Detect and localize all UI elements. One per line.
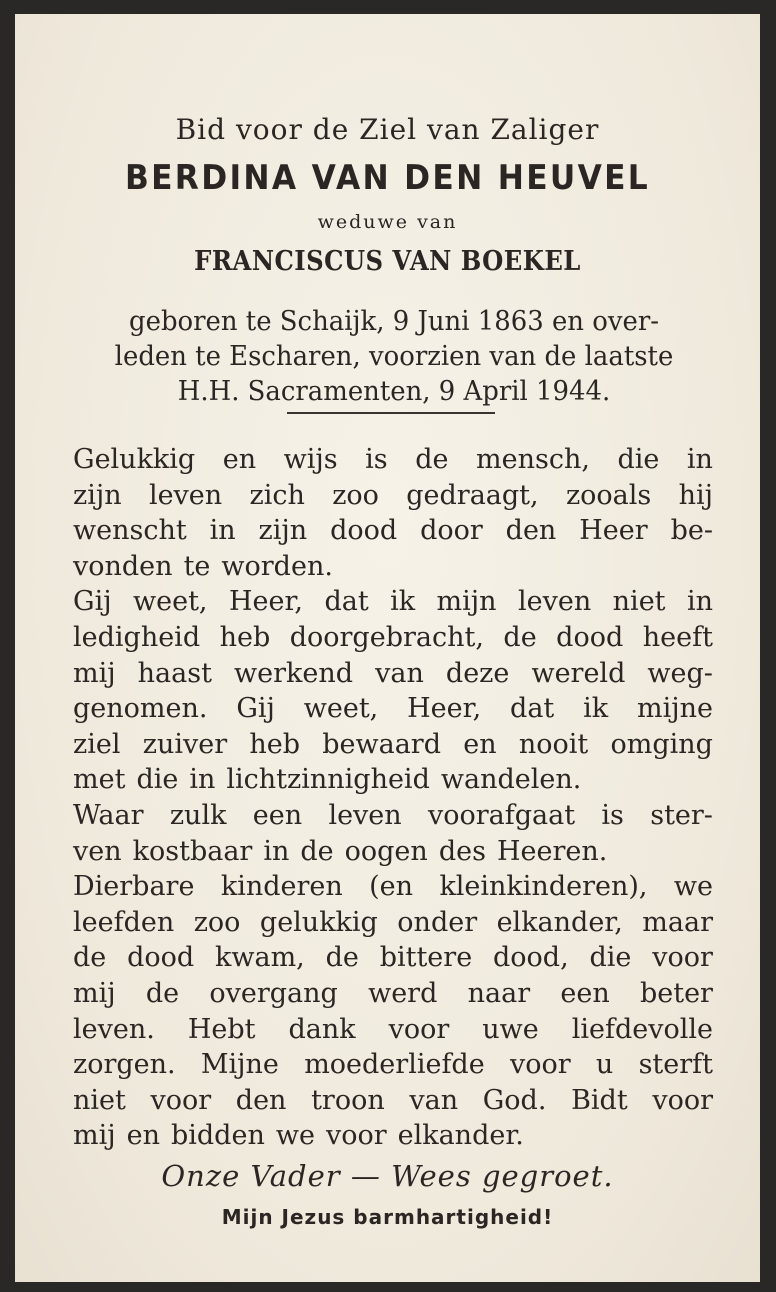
word: werkend	[234, 657, 354, 689]
word: in	[263, 835, 290, 867]
word: niet	[73, 1084, 126, 1116]
word: worden.	[221, 550, 333, 582]
word: we	[275, 1120, 315, 1152]
text-line	[73, 1083, 713, 1119]
word: een	[252, 799, 303, 831]
word: leven	[328, 799, 402, 831]
word: leefden	[73, 906, 175, 938]
word: zich	[249, 479, 305, 511]
card-paper	[15, 14, 760, 1282]
word: voor	[509, 1049, 571, 1081]
word: leven	[148, 479, 223, 511]
word: weg-	[647, 657, 713, 689]
word: hij	[678, 479, 713, 511]
word: voor	[388, 1013, 450, 1045]
word: kleinkinderen),	[439, 871, 648, 903]
text-line	[73, 442, 713, 478]
details-line: geboren te Schaijk, 9 Juni 1863 en over-	[129, 306, 659, 337]
word: door	[420, 515, 483, 547]
text-line	[73, 1047, 713, 1083]
word: voor	[652, 1084, 713, 1116]
word: kwam,	[215, 942, 305, 974]
word: de	[325, 942, 359, 974]
word: mensch,	[476, 444, 590, 475]
word: die	[617, 444, 660, 475]
word: gelukkig	[259, 906, 378, 938]
word: die	[589, 942, 632, 974]
word: God.	[482, 1084, 547, 1116]
word: wandelen.	[440, 764, 582, 796]
word: niet	[612, 586, 666, 618]
word: genomen.	[73, 693, 208, 725]
card-heading	[15, 108, 760, 284]
prayer-line: Onze Vader — Wees gegroet.	[161, 1159, 614, 1193]
word: elkander,	[496, 906, 623, 938]
word: bidden	[170, 1120, 265, 1152]
word: van	[409, 1084, 459, 1116]
word: be-	[670, 515, 713, 547]
word: voorafgaat	[428, 799, 576, 831]
word: bewaard	[322, 728, 441, 760]
word: zoo	[193, 906, 241, 938]
word: Heer,	[407, 693, 482, 725]
word: Gij	[73, 586, 112, 618]
word: mij	[73, 1120, 116, 1152]
word: van	[375, 657, 424, 689]
details-line: H.H. Sacramenten, 9 April 1944.	[177, 376, 611, 407]
text-line	[73, 1118, 713, 1154]
deceased-name: BERDINA VAN DEN HEUVEL	[124, 158, 651, 198]
text-line	[73, 656, 713, 692]
text-line	[73, 940, 713, 976]
word: in	[209, 515, 236, 547]
text-line	[73, 798, 713, 834]
word: naar	[467, 977, 531, 1009]
word: wereld	[531, 657, 626, 689]
word: moederliefde	[304, 1049, 485, 1081]
word: de	[73, 942, 107, 974]
word: (en	[369, 871, 414, 903]
details-line: leden te Escharen, voorzien van de laatste	[114, 341, 674, 372]
word: deze	[445, 657, 510, 689]
word: troon	[311, 1084, 385, 1116]
word: dood	[330, 515, 398, 547]
word: en	[222, 444, 257, 475]
word: kostbaar	[132, 835, 253, 867]
word: wijs	[283, 444, 338, 475]
word: vonden	[73, 550, 173, 582]
word: gedraagt,	[406, 479, 539, 511]
word: te	[183, 550, 211, 582]
memorial-text	[73, 442, 713, 1154]
word: en	[463, 728, 497, 760]
word: u	[595, 1049, 614, 1081]
word: zoo	[332, 479, 379, 511]
birth-death-details	[73, 304, 715, 409]
word: ziel	[73, 728, 121, 760]
word: werd	[368, 977, 438, 1009]
word: leven	[517, 586, 592, 618]
word: dat	[324, 586, 369, 618]
word: Waar	[73, 799, 144, 831]
word: overgang	[209, 977, 338, 1009]
relation-line: weduwe van	[317, 211, 458, 233]
word: zijn	[258, 515, 308, 547]
word: dood	[127, 942, 195, 974]
word: heeft	[642, 621, 713, 653]
word: onder	[397, 906, 478, 938]
word: voor	[652, 942, 713, 974]
invocation-line: Mijn Jezus barmhartigheid!	[221, 1205, 554, 1229]
word: Mijne	[200, 1049, 279, 1081]
text-line	[73, 1012, 713, 1048]
divider-rule	[287, 412, 495, 414]
text-line	[73, 549, 713, 585]
word: ik	[583, 693, 609, 725]
word: de	[300, 835, 334, 867]
word: Heer,	[228, 586, 303, 618]
word: voor	[150, 1084, 212, 1116]
word: Heeren.	[496, 835, 608, 867]
word: en	[126, 1120, 160, 1152]
word: wenscht	[73, 515, 187, 547]
word: met	[73, 764, 126, 796]
word: die	[136, 764, 179, 796]
word: Dierbare	[73, 871, 195, 903]
word: den	[235, 1084, 287, 1116]
word: mij	[73, 657, 116, 689]
word: elkander.	[397, 1120, 524, 1152]
text-line	[73, 584, 713, 620]
word: leven.	[73, 1013, 155, 1045]
word: beter	[639, 977, 713, 1009]
word: zorgen.	[73, 1049, 176, 1081]
word: we	[673, 871, 713, 903]
word: dank	[288, 1013, 356, 1045]
word: de	[503, 621, 537, 653]
word: ledigheid	[73, 621, 201, 653]
text-line	[73, 869, 713, 905]
word: Heer	[579, 515, 648, 547]
text-line	[73, 691, 713, 727]
word: bittere	[379, 942, 473, 974]
word: oogen	[344, 835, 428, 867]
text-line	[73, 478, 713, 514]
word: Gelukkig	[73, 444, 196, 475]
word: ik	[390, 586, 416, 618]
word: mijne	[636, 693, 713, 725]
text-line	[73, 620, 713, 656]
word: dood	[556, 621, 624, 653]
word: des	[438, 835, 486, 867]
word: weet,	[303, 693, 379, 725]
word: liefdevolle	[571, 1013, 713, 1045]
word: zooals	[565, 479, 652, 511]
word: zijn	[73, 479, 122, 511]
word: kinderen	[220, 871, 343, 903]
word: is	[365, 444, 388, 475]
word: de	[145, 977, 180, 1009]
ink-speck	[762, 1028, 770, 1034]
word: Hebt	[187, 1013, 256, 1045]
word: doorgebracht,	[289, 621, 484, 653]
word: dood,	[493, 942, 569, 974]
word: in	[686, 444, 713, 475]
word: heb	[219, 621, 271, 653]
word: voor	[325, 1120, 387, 1152]
word: zulk	[169, 799, 227, 831]
word: in	[686, 586, 713, 618]
intro-line: Bid voor de Ziel van Zaliger	[175, 113, 600, 146]
word: mij	[73, 977, 116, 1009]
word: dat	[510, 693, 555, 725]
word: haast	[137, 657, 212, 689]
word: een	[560, 977, 610, 1009]
word: den	[505, 515, 557, 547]
word: maar	[642, 906, 713, 938]
text-line	[73, 976, 713, 1012]
word: weet,	[133, 586, 208, 618]
text-line	[73, 905, 713, 941]
word: Bidt	[571, 1084, 628, 1116]
word: sterft	[638, 1049, 713, 1081]
word: in	[189, 764, 216, 796]
text-line	[73, 513, 713, 549]
word: uwe	[482, 1013, 539, 1045]
word: mijn	[436, 586, 497, 618]
word: omging	[610, 728, 713, 760]
spouse-name: FRANCISCUS VAN BOEKEL	[194, 246, 581, 277]
word: ster-	[650, 799, 713, 831]
word: zuiver	[142, 728, 228, 760]
word: heb	[249, 728, 300, 760]
text-line	[73, 834, 713, 870]
word: is	[601, 799, 624, 831]
text-line	[73, 762, 713, 798]
word: ven	[73, 835, 122, 867]
word: nooit	[518, 728, 589, 760]
word: lichtzinnigheid	[226, 764, 430, 796]
word: Gij	[236, 693, 275, 725]
word: de	[415, 444, 449, 475]
text-line	[73, 727, 713, 763]
